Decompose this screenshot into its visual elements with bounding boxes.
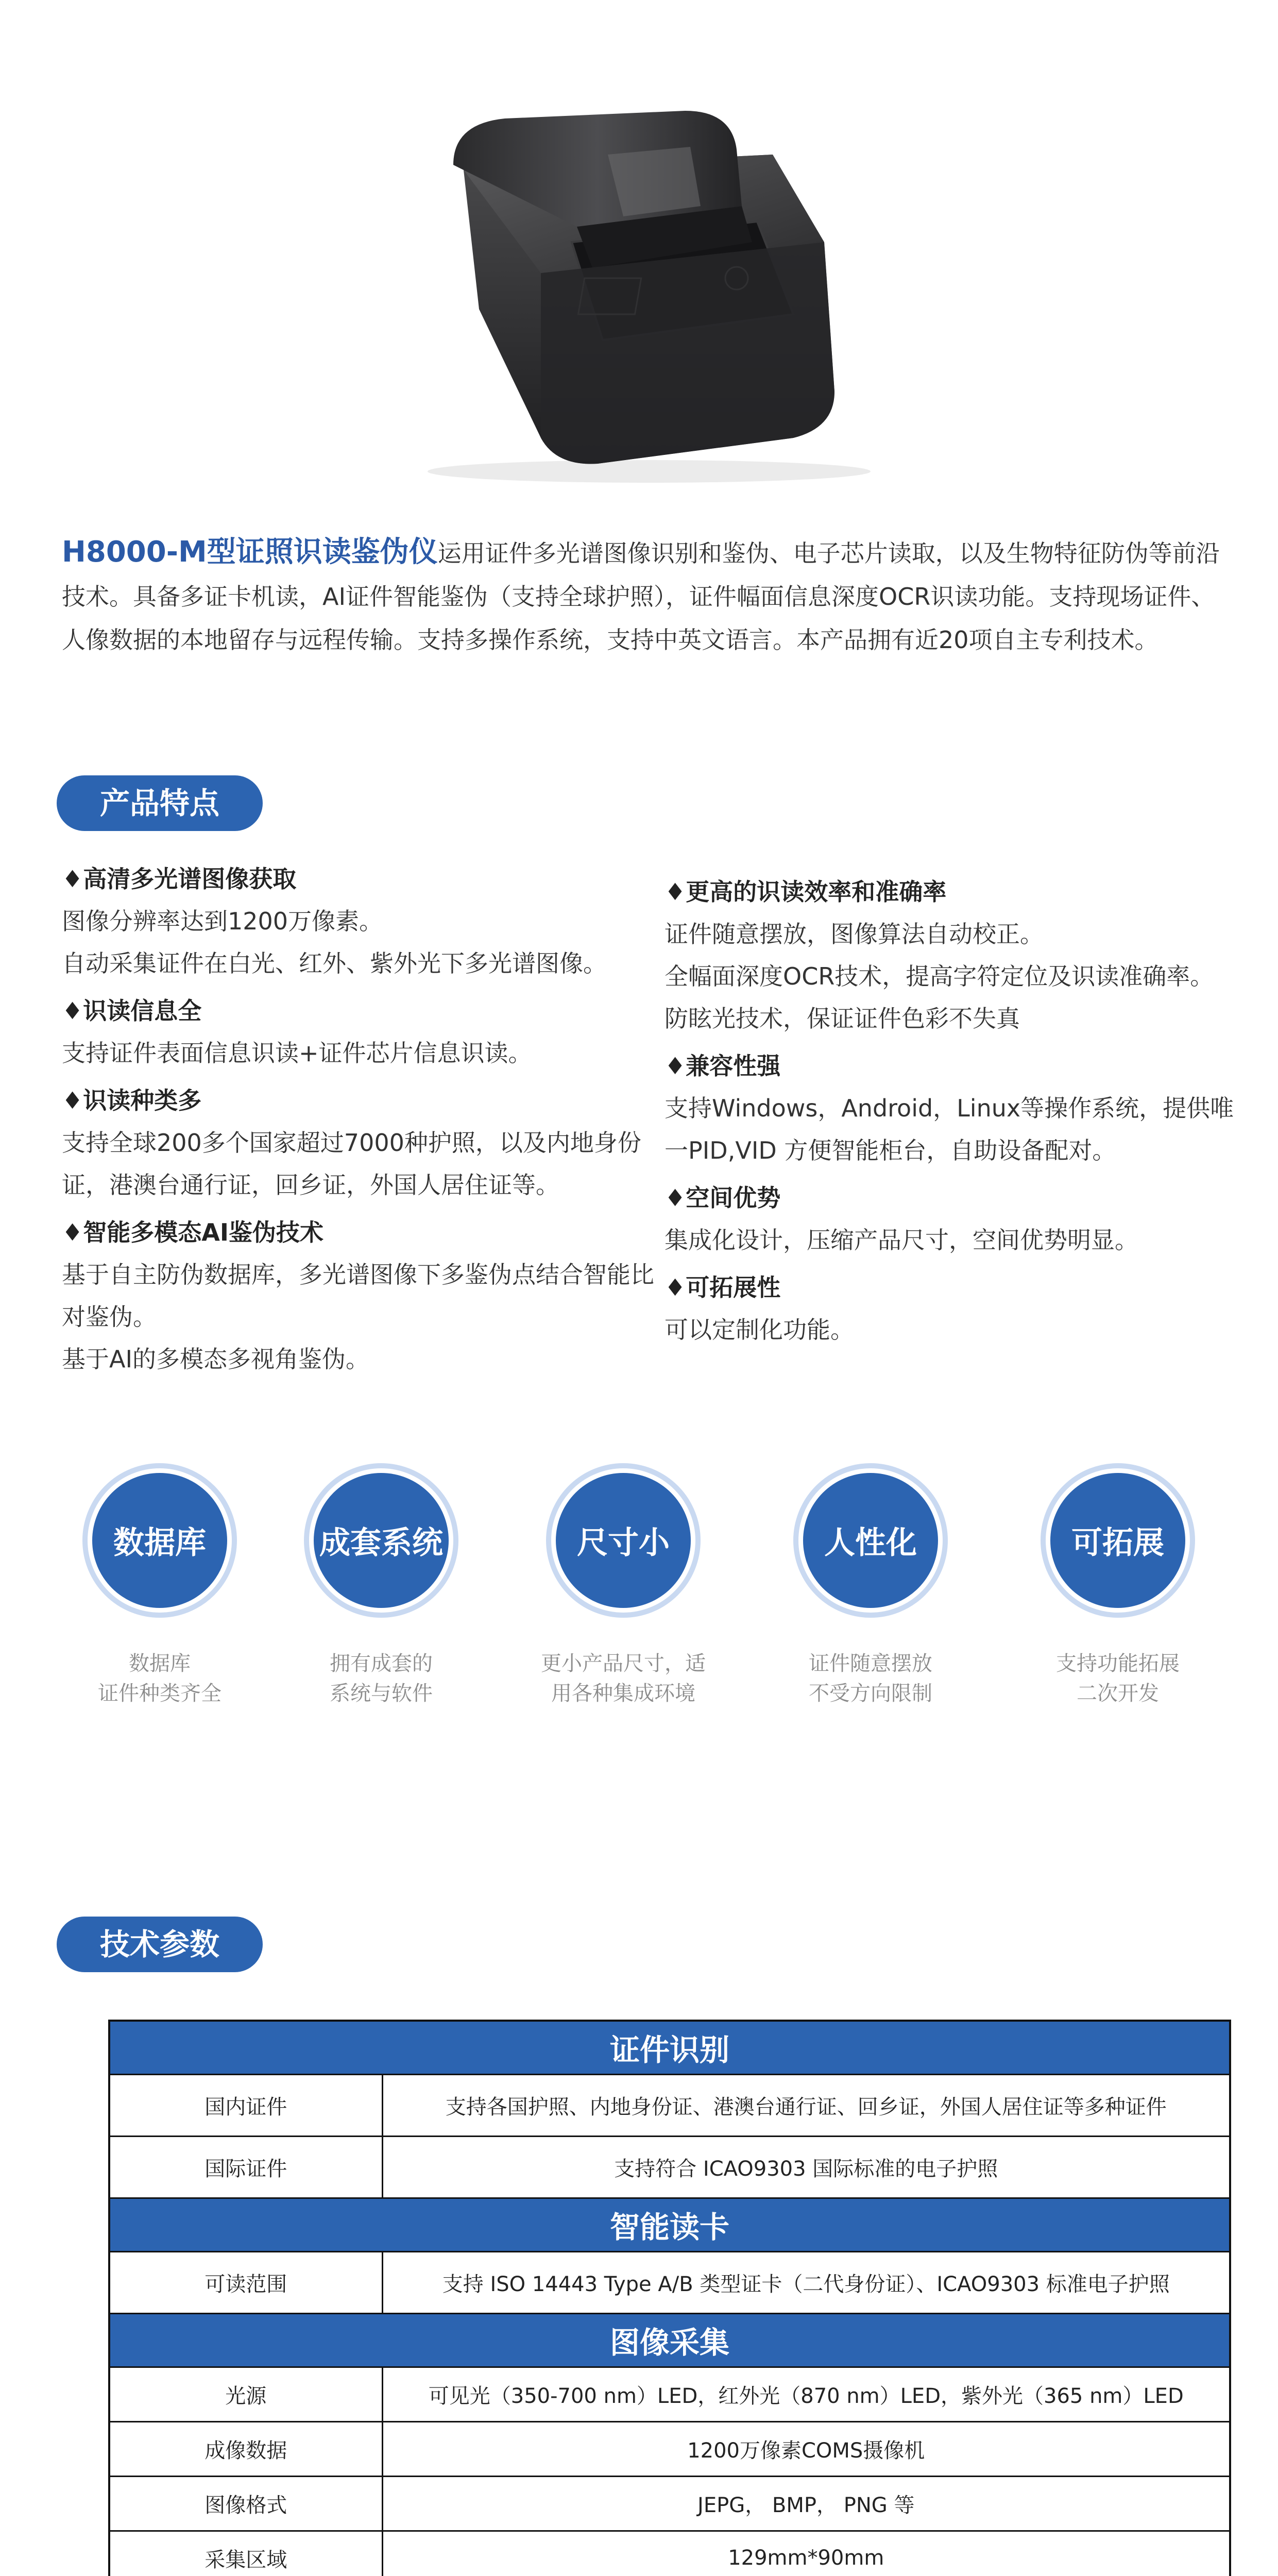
highlight-extensible (999, 1463, 1236, 1708)
highlight-caption: 拥有成套的 系统与软件 (330, 1652, 433, 1705)
feature-line: 支持证件表面信息识读+证件芯片信息识读。 (62, 1039, 532, 1067)
feature-line: 支持全球200多个国家超过7000种护照，以及内地身份证，港澳台通行证，回乡证，外国人居住证等。 (62, 1129, 641, 1199)
spec-table (108, 2020, 1231, 2576)
feature-line: 基于自主防伪数据库，多光谱图像下多鉴伪点结合智能比对鉴伪。 (62, 1261, 654, 1331)
feature-line: 基于AI的多模态多视角鉴伪。 (62, 1345, 370, 1373)
highlight-caption: 证件随意摆放 不受方向限制 (809, 1652, 932, 1705)
spec-row: 光源 可见光（350-700 nm）LED，红外光（870 nm）LED，紫外光（365 nm）LED (109, 2367, 1230, 2421)
highlight-label: 尺寸小 (556, 1473, 691, 1608)
feature-title: ♦兼容性强 (664, 1052, 781, 1080)
feature-item (664, 1045, 1257, 1172)
feature-line: 集成化设计，压缩产品尺寸，空间优势明显。 (664, 1226, 1138, 1254)
feature-title: ♦更高的识读效率和准确率 (664, 878, 947, 906)
highlight-label: 数据库 (92, 1473, 227, 1608)
highlight-caption: 更小产品尺寸，适 用各种集成环境 (541, 1652, 706, 1705)
feature-title: ♦空间优势 (664, 1184, 781, 1212)
feature-line: 图像分辨率达到1200万像素。 (62, 907, 383, 935)
highlight-caption: 数据库 证件种类齐全 (98, 1652, 221, 1705)
highlight-label: 成套系统 (314, 1473, 449, 1608)
features-section-title: 产品特点 (57, 775, 263, 831)
spec-row: 图像格式 JEPG， BMP， PNG 等 (109, 2476, 1230, 2531)
spec-section-header: 证件识别 (109, 2021, 1230, 2074)
highlight-circles (0, 1463, 1278, 1710)
feature-title: ♦可拓展性 (664, 1274, 781, 1301)
feature-line: 全幅面深度OCR技术，提高字符定位及识读准确率。 (664, 962, 1214, 990)
feature-line: 支持Windows，Android，Linux等操作系统，提供唯一PID,VID 方便智能柜台，自助设备配对。 (664, 1094, 1234, 1164)
spec-section-header: 智能读卡 (109, 2198, 1230, 2251)
feature-line: 自动采集证件在白光、红外、紫外光下多光谱图像。 (62, 950, 607, 977)
feature-line: 防眩光技术，保证证件色彩不失真 (664, 1005, 1020, 1032)
specs-section-title: 技术参数 (57, 1917, 263, 1972)
intro-paragraph (62, 531, 1221, 662)
feature-item (62, 858, 670, 985)
feature-item (664, 1266, 1257, 1351)
features-right-column (664, 871, 1257, 1356)
product-photo (0, 0, 1278, 505)
feature-item (664, 871, 1257, 1040)
feature-item (62, 1079, 670, 1206)
feature-item (62, 1211, 670, 1380)
document-reader-device-image (0, 0, 1278, 505)
feature-title: ♦识读种类多 (62, 1087, 202, 1114)
feature-item (62, 990, 670, 1074)
feature-title: ♦高清多光谱图像获取 (62, 865, 297, 893)
spec-row: 可读范围 支持 ISO 14443 Type A/B 类型证卡（二代身份证）、ICAO9303 标准电子护照 (109, 2251, 1230, 2313)
highlight-humanized (752, 1463, 989, 1708)
spec-row: 国际证件 支持符合 ICAO9303 国际标准的电子护照 (109, 2136, 1230, 2198)
highlight-system (263, 1463, 500, 1708)
feature-item (664, 1177, 1257, 1261)
feature-title: ♦识读信息全 (62, 997, 202, 1025)
feature-line: 可以定制化功能。 (664, 1316, 854, 1344)
highlight-size (505, 1463, 742, 1708)
spec-section-header: 图像采集 (109, 2313, 1230, 2367)
features-left-column (62, 858, 670, 1385)
highlight-caption: 支持功能拓展 二次开发 (1056, 1652, 1180, 1705)
product-name: H8000-M型证照识读鉴伪仪 (62, 535, 438, 569)
spec-row: 成像数据 1200万像素COMS摄像机 (109, 2421, 1230, 2476)
feature-title: ♦智能多模态AI鉴伪技术 (62, 1218, 323, 1246)
highlight-label: 人性化 (803, 1473, 938, 1608)
feature-line: 证件随意摆放，图像算法自动校正。 (664, 920, 1044, 948)
intro-text: 运用证件多光谱图像识别和鉴伪、电子芯片读取，以及生物特征防伪等前沿技术。具备多证卡机读，AI证件智能鉴伪（支持全球护照），证件幅面信息深度OCR识读功能。支持现场证件、人像数据的本地留存与远程传输。支持多操作系统，支持中英文语言。本产品拥有近20项自主专利技术。 (62, 539, 1220, 654)
spec-row: 采集区域 129mm*90mm (109, 2531, 1230, 2576)
highlight-database (41, 1463, 278, 1708)
highlight-label: 可拓展 (1050, 1473, 1185, 1608)
spec-row: 国内证件 支持各国护照、内地身份证、港澳台通行证、回乡证，外国人居住证等多种证件 (109, 2074, 1230, 2136)
